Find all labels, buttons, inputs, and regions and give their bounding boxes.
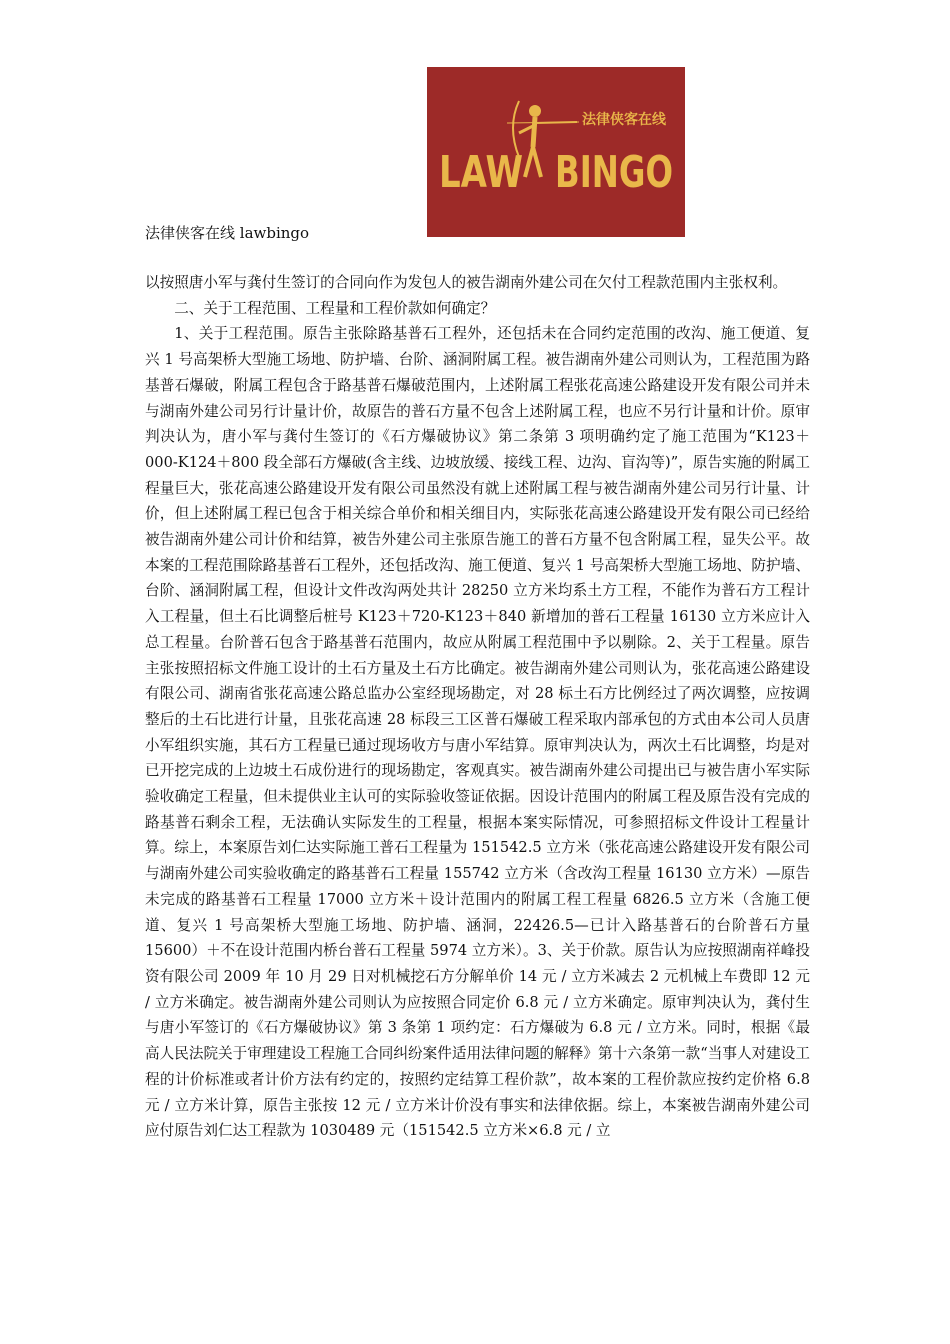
logo-wordmark-right: BINGO [555,147,673,198]
paragraph: 1、关于工程范围。原告主张除路基普石工程外，还包括未在合同约定范围的改沟、施工便道、复兴 1 号高架桥大型施工场地、防护墙、台阶、涵洞附属工程。被告湖南外建公司则认为，工程范围为路基普石爆破，附属工程包含于路基普石爆破范围内，上述附属工程张花高速公路建设开发有限公司并未与湖南外建公司另行计量计价，故原告的普石方量不包含上述附属工程，也应不另行计量和计价。原审判决认为，唐小军与龚付生签订的《石方爆破协议》第二条第 3 项明确约定了施工范围为“K123＋000-K124＋800 段全部石方爆破(含主线、边坡放缓、接线工程、边沟、盲沟等)”，原告实施的附属工程量巨大，张花高速公路建设开发有限公司虽然没有就上述附属工程与被告湖南外建公司另行计量、计价，但上述附属工程已包含于相关综合单价和相关细目内，实际张花高速公路建设开发有限公司已经给被告湖南外建公司计价和结算，被告外建公司主张原告施工的普石方量不包含附属工程，显失公平。故本案的工程范围除路基普石工程外，还包括改沟、施工便道、复兴 1 号高架桥大型施工场地、防护墙、台阶、涵洞附属工程，但设计文件改沟两处共计 28250 立方米均系土方工程，不能作为普石方工程计入工程量，但土石比调整后桩号 K123＋720-K123＋840 新增加的普石工程量 16130 立方米应计入总工程量。台阶普石包含于路基普石范围内，故应从附属工程范围中予以剔除。2、关于工程量。原告主张按照招标文件施工设计的土石方量及土石方比确定。被告湖南外建公司则认为，张花高速公路建设有限公司、湖南省张花高速公路总监办公室经现场勘定，对 28 标土石方比例经过了两次调整，应按调整后的土石比进行计量，且张花高速 28 标段三工区普石爆破工程采取内部承包的方式由本公司人员唐小军组织实施，其石方工程量已通过现场收方与唐小军结算。原审判决认为，两次土石比调整，均是对已开挖完成的上边坡土石成份进行的现场勘定，客观真实。被告湖南外建公司提出已与被告唐小军实际验收确定工程量，但未提供业主认可的实际验收签证依据。因设计范围内的附属工程及原告没有完成的路基普石剩余工程，无法确认实际发生的工程量，根据本案实际情况，可参照招标文件设计工程量计算。综上，本案原告刘仁达实际施工普石工程量为 151542.5 立方米（张花高速公路建设开发有限公司与湖南外建公司实验收确定的路基普石工程量 155742 立方米（含改沟工程量 16130 立方米）—原告未完成的路基普石工程量 17000 立方米＋设计范围内的附属工程工程量 6826.5 立方米（含施工便道、复兴 1 号高架桥大型施工场地、防护墙、涵洞，22426.5—已计入路基普石的台阶普石方量 15600）＋不在设计范围内桥台普石工程量 5974 立方米）。3、关于价款。原告认为应按照湖南祥峰投资有限公司 2009 年 10 月 29 日对机械挖石方分解单价 14 元 / 立方米减去 2 元机械上车费即 12 元 / 立方米确定。被告湖南外建公司则认为应按照合同定价 6.8 元 / 立方米确定。原审判决认为，龚付生与唐小军签订的《石方爆破协议》第 3 条第 1 项约定：石方爆破为 6.8 元 / 立方米。同时，根据《最高人民法院关于审理建设工程施工合同纠纷案件适用法律问题的解释》第十六条第一款“当事人对建设工程的计价标准或者计价方法有约定的，按照约定结算工程价款”，故本案的工程价款应按约定价格 6.8 元 / 立方米计算，原告主张按 12 元 / 立方米计价没有事实和法律依据。综上，本案被告湖南外建公司应付原告刘仁达工程款为 1030489 元（151542.5 立方米×6.8 元 / 立 [145,325,810,1140]
paragraph: 以按照唐小军与龚付生签订的合同向作为发包人的被告湖南外建公司在欠付工程款范围内主张权利。 [145,274,788,291]
lawbingo-logo [427,67,685,237]
section-heading: 二、关于工程范围、工程量和工程价款如何确定？ [174,299,496,317]
logo-tagline: 法律侠客在线 [582,112,666,128]
document-body [145,270,810,1144]
header-caption: 法律侠客在线 lawbingo [145,224,310,242]
archer-logo-icon [427,67,685,237]
logo-wordmark-left: LAW [439,147,523,198]
